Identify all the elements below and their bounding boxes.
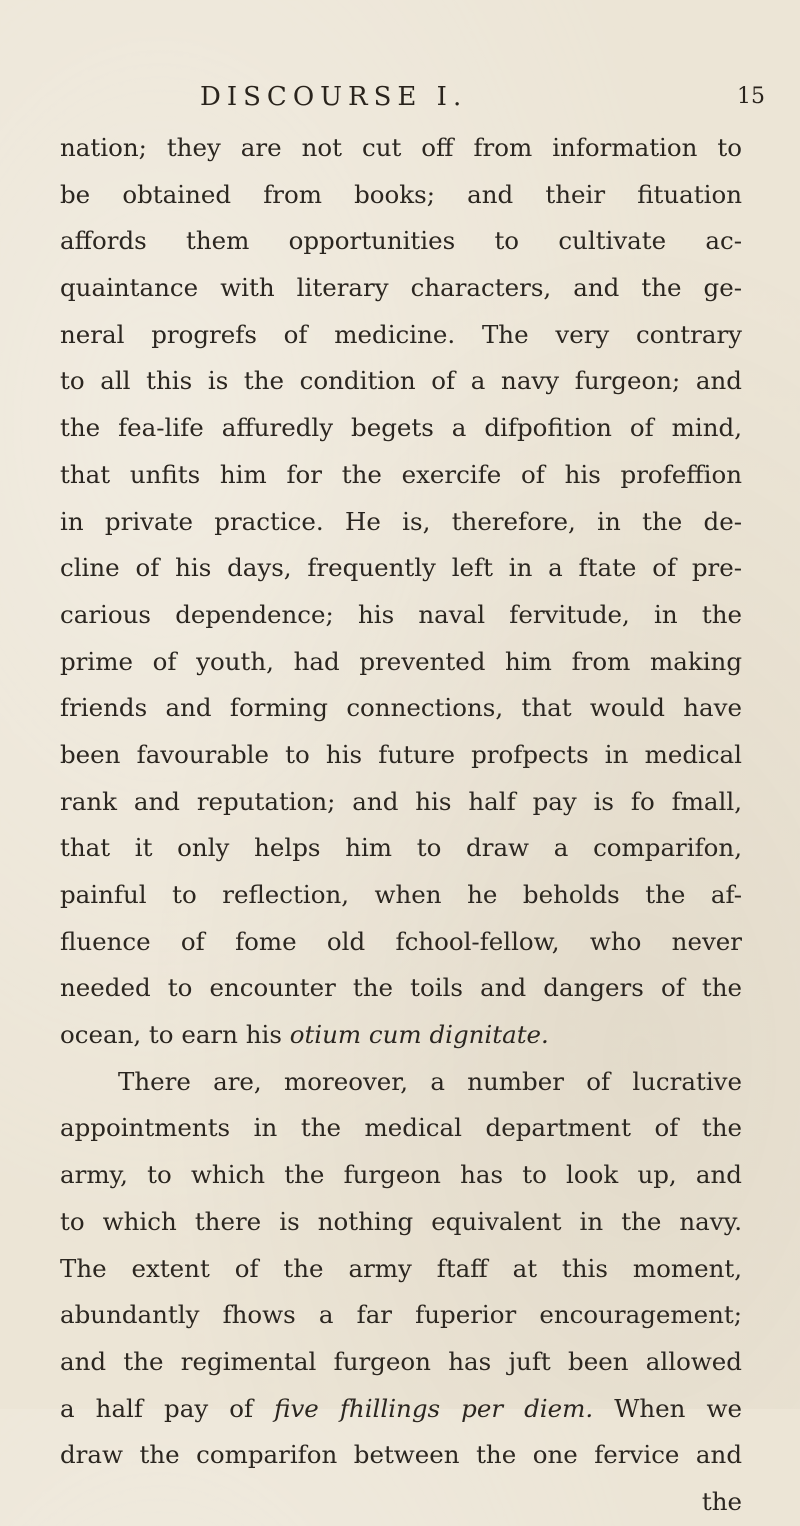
text-line: to which there is nothing equivalent in the navy. <box>60 1206 742 1236</box>
text-line: fluence of fome old fchool-fellow, who never <box>60 926 742 956</box>
text-line: been favourable to his future profpects in medical <box>60 739 742 769</box>
text-line: painful to reflection, when he beholds the af- <box>60 880 742 909</box>
text-line: needed to encounter the toils and dangers of the <box>60 973 742 1003</box>
text-line: that it only helps him to draw a comparifon, <box>60 833 742 863</box>
text-run: ocean, to earn his <box>60 1020 290 1050</box>
text-line: abundantly fhows a far fuperior encouragement; <box>60 1300 742 1330</box>
running-head <box>0 82 800 122</box>
text-line: army, to which the furgeon has to look up, and <box>60 1160 742 1190</box>
italic-phrase: five fhillings per diem. <box>274 1393 594 1423</box>
text-line: the fea-life affuredly begets a difpofition of mind, <box>60 413 742 443</box>
text-run: When we <box>593 1393 742 1423</box>
text-line: that unfits him for the exercife of his profeffion <box>60 459 742 489</box>
text-line: rank and reputation; and his half pay is fo fmall, <box>60 786 742 816</box>
text-line: quaintance with literary characters, and the ge- <box>60 273 742 303</box>
text-line: in private practice. He is, therefore, in the de- <box>60 506 742 536</box>
body-text <box>60 125 742 1526</box>
text-line: affords them opportunities to cultivate ac- <box>60 226 742 256</box>
text-line: The extent of the army ftaff at this moment, <box>60 1253 742 1283</box>
text-line: nation; they are not cut off from information to <box>60 133 742 162</box>
text-run: a half pay of <box>60 1393 275 1423</box>
page-number: 15 <box>737 84 765 109</box>
text-line: and the regimental furgeon has juft been allowed <box>60 1346 742 1376</box>
text-line: friends and forming connections, that would have <box>60 693 742 723</box>
text-line: draw the comparifon between the one fervice and <box>60 1440 742 1470</box>
paragraph-start-line: There are, moreover, a number of lucrative <box>118 1066 742 1096</box>
latin-phrase: otium cum dignitate. <box>289 1020 549 1050</box>
text-line: neral progrefs of medicine. The very contrary <box>60 319 742 349</box>
text-line: appointments in the medical department of the <box>60 1113 742 1143</box>
text-line-last <box>60 1012 742 1059</box>
text-line: cline of his days, frequently left in a ftate of pre- <box>60 553 742 583</box>
text-line: to all this is the condition of a navy furgeon; and <box>60 366 742 396</box>
text-line: carious dependence; his naval fervitude, in the <box>60 599 742 629</box>
running-head-title: DISCOURSE I. <box>200 82 468 112</box>
text-line: prime of youth, had prevented him from making <box>60 646 742 676</box>
catchword: the <box>701 1486 742 1516</box>
text-line: be obtained from books; and their fituation <box>60 179 742 209</box>
